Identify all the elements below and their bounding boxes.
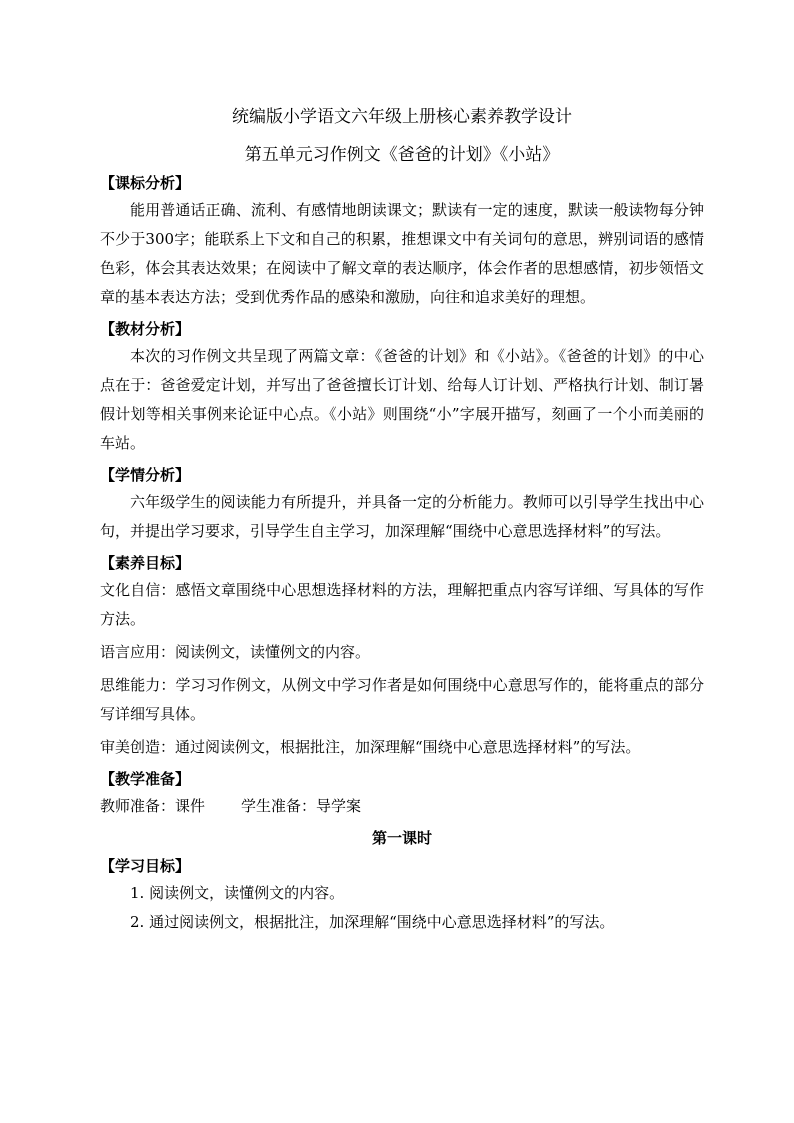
- suyang-item-shenmei: 审美创造：通过阅读例文，根据批注，加深理解“围绕中心意思选择材料”的写法。: [100, 738, 641, 756]
- student-prep: 学生准备：导学案: [241, 797, 362, 815]
- section-heading-jiaocai: 【教材分析】: [100, 320, 191, 338]
- section-text-jiaocai: 本次的习作例文共呈现了两篇文章：《爸爸的计划》和《小站》。《爸爸的计划》的中心点在于：爸爸爱定计划，并写出了爸爸擅长订计划、给每人订计划、严格执行计划、制订暑假计划等相关事例来论证中心点。《小站》则围绕“小”字展开描写，刻画了一个小而美丽的车站。: [100, 347, 704, 452]
- teacher-prep: 教师准备：课件: [100, 797, 206, 815]
- xuexi-item-1: 1. 阅读例文，读懂例文的内容。: [130, 884, 345, 902]
- document-title: 统编版小学语文六年级上册核心素养教学设计: [232, 107, 572, 127]
- suyang-item-siwei: 思维能力：学习习作例文，从例文中学习作者是如何围绕中心意思写作的，能将重点的部分写详细写具体。: [100, 676, 704, 723]
- xuexi-item-2: 2. 通过阅读例文，根据批注，加深理解“围绕中心意思选择材料”的写法。: [130, 913, 615, 931]
- section-heading-xuexi: 【学习目标】: [100, 857, 191, 875]
- document-subtitle: 第五单元习作例文《爸爸的计划》《小站》: [244, 145, 560, 165]
- section-heading-suyang: 【素养目标】: [100, 554, 191, 572]
- suyang-item-yuyan: 语言应用：阅读例文，读懂例文的内容。: [100, 643, 371, 661]
- section-heading-xueqing: 【学情分析】: [100, 466, 191, 484]
- section-text-xueqing: 六年级学生的阅读能力有所提升，并具备一定的分析能力。教师可以引导学生找出中心句，并提出学习要求，引导学生自主学习，加深理解“围绕中心意思选择材料”的写法。: [100, 493, 704, 540]
- section-heading-kebiao: 【课标分析】: [100, 174, 191, 192]
- suyang-item-wenhua: 文化自信：感悟文章围绕中心思想选择材料的方法，理解把重点内容写详细、写具体的写作方法。: [100, 581, 704, 628]
- section-heading-zhunbei: 【教学准备】: [100, 770, 191, 788]
- lesson-title: 第一课时: [371, 829, 432, 847]
- section-text-kebiao: 能用普通话正确、流利、有感情地朗读课文；默读有一定的速度，默读一般读物每分钟不少于300字；能联系上下文和自己的积累，推想课文中有关词句的意思，辨别词语的感情色彩，体会其表达效果；在阅读中了解文章的表达顺序，体会作者的思想感情，初步领悟文章的基本表达方法；受到优秀作品的感染和激励，向往和追求美好的理想。: [100, 201, 704, 306]
- zhunbei-line: [100, 792, 704, 821]
